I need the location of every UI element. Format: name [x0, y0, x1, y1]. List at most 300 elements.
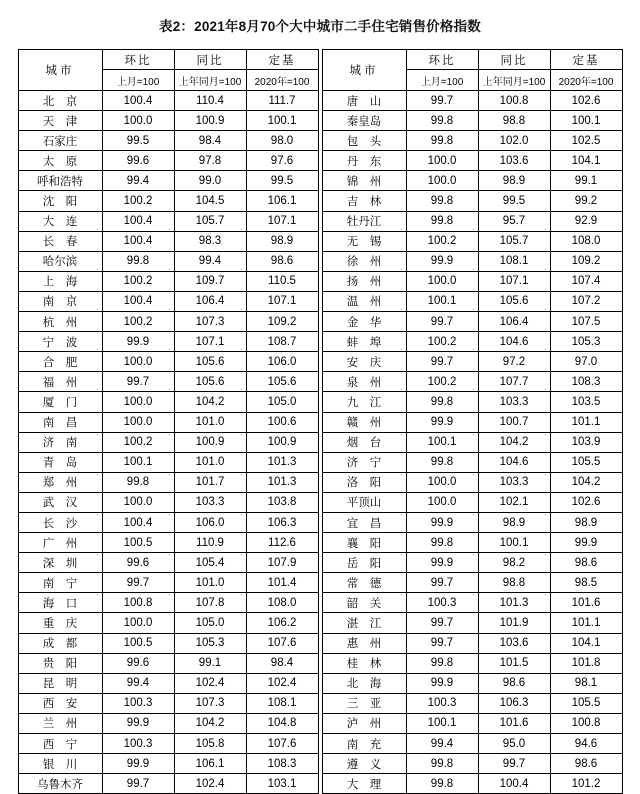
city-name-left: 天 津 [18, 111, 102, 131]
mom-value-right: 100.1 [406, 291, 478, 311]
base-value-right: 101.8 [550, 653, 622, 673]
yoy-value-left: 102.4 [174, 774, 246, 794]
city-name-right: 金 华 [322, 312, 406, 332]
base-value-left: 105.6 [246, 372, 318, 392]
yoy-value-right: 107.7 [478, 372, 550, 392]
table-row [18, 693, 622, 713]
yoy-value-left: 105.0 [174, 613, 246, 633]
city-name-right: 泸 州 [322, 713, 406, 733]
table-row [18, 291, 622, 311]
table-row [18, 653, 622, 673]
city-name-left: 青 岛 [18, 452, 102, 472]
yoy-value-left: 101.7 [174, 472, 246, 492]
yoy-value-left: 106.1 [174, 754, 246, 774]
mom-value-left: 100.0 [102, 613, 174, 633]
yoy-value-right: 98.8 [478, 111, 550, 131]
yoy-value-left: 110.4 [174, 91, 246, 111]
city-name-left: 宁 波 [18, 332, 102, 352]
mom-value-left: 99.9 [102, 713, 174, 733]
mom-value-right: 99.8 [406, 533, 478, 553]
mom-value-right: 99.8 [406, 131, 478, 151]
base-value-right: 99.1 [550, 171, 622, 191]
yoy-value-left: 105.8 [174, 734, 246, 754]
city-name-left: 福 州 [18, 372, 102, 392]
city-name-right: 大 理 [322, 774, 406, 794]
table-row [18, 573, 622, 593]
yoy-value-right: 99.5 [478, 191, 550, 211]
header-mom-right: 环比 [406, 50, 478, 70]
mom-value-left: 100.2 [102, 312, 174, 332]
yoy-value-right: 105.7 [478, 231, 550, 251]
yoy-value-right: 103.6 [478, 151, 550, 171]
base-value-right: 107.5 [550, 312, 622, 332]
table-row [18, 332, 622, 352]
mom-value-right: 99.9 [406, 512, 478, 532]
city-name-left: 长 春 [18, 231, 102, 251]
base-value-left: 106.2 [246, 613, 318, 633]
base-value-right: 99.9 [550, 533, 622, 553]
city-name-right: 三 亚 [322, 693, 406, 713]
base-value-left: 101.3 [246, 472, 318, 492]
city-name-right: 襄 阳 [322, 533, 406, 553]
yoy-value-right: 98.6 [478, 673, 550, 693]
header-base-right: 定基 [550, 50, 622, 70]
yoy-value-left: 105.3 [174, 633, 246, 653]
mom-value-right: 99.8 [406, 774, 478, 794]
price-index-table [18, 49, 623, 794]
base-value-right: 103.5 [550, 392, 622, 412]
table-row [18, 312, 622, 332]
header-mom-sub-left: 上月=100 [102, 70, 174, 91]
base-value-right: 101.2 [550, 774, 622, 794]
city-name-right: 九 江 [322, 392, 406, 412]
base-value-left: 104.8 [246, 713, 318, 733]
header-base-sub-left: 2020年=100 [246, 70, 318, 91]
city-name-left: 深 圳 [18, 553, 102, 573]
table-row [18, 593, 622, 613]
yoy-value-right: 102.1 [478, 492, 550, 512]
base-value-right: 105.3 [550, 332, 622, 352]
mom-value-left: 100.0 [102, 412, 174, 432]
base-value-left: 107.6 [246, 734, 318, 754]
table-row [18, 713, 622, 733]
base-value-right: 109.2 [550, 251, 622, 271]
mom-value-right: 100.0 [406, 171, 478, 191]
mom-value-left: 99.9 [102, 332, 174, 352]
mom-value-left: 100.0 [102, 392, 174, 412]
header-yoy-left: 同比 [174, 50, 246, 70]
yoy-value-right: 104.6 [478, 332, 550, 352]
mom-value-left: 100.0 [102, 492, 174, 512]
mom-value-right: 99.8 [406, 191, 478, 211]
mom-value-left: 99.7 [102, 774, 174, 794]
base-value-left: 105.0 [246, 392, 318, 412]
table-row [18, 392, 622, 412]
base-value-left: 103.8 [246, 492, 318, 512]
header-yoy-sub-right: 上年同月=100 [478, 70, 550, 91]
city-name-right: 包 头 [322, 131, 406, 151]
city-name-right: 洛 阳 [322, 472, 406, 492]
base-value-right: 108.0 [550, 231, 622, 251]
city-name-right: 温 州 [322, 291, 406, 311]
mom-value-right: 99.7 [406, 352, 478, 372]
city-name-right: 平顶山 [322, 492, 406, 512]
city-name-left: 杭 州 [18, 312, 102, 332]
header-city-left: 城市 [18, 50, 102, 91]
yoy-value-right: 107.1 [478, 271, 550, 291]
base-value-right: 105.5 [550, 452, 622, 472]
mom-value-left: 99.9 [102, 754, 174, 774]
city-name-left: 南 宁 [18, 573, 102, 593]
base-value-right: 98.5 [550, 573, 622, 593]
yoy-value-left: 107.3 [174, 312, 246, 332]
table-body [18, 91, 622, 794]
yoy-value-left: 107.3 [174, 693, 246, 713]
base-value-left: 110.5 [246, 271, 318, 291]
mom-value-left: 99.4 [102, 673, 174, 693]
table-row [18, 171, 622, 191]
mom-value-left: 100.4 [102, 291, 174, 311]
mom-value-right: 99.9 [406, 673, 478, 693]
mom-value-right: 100.0 [406, 271, 478, 291]
table-row [18, 613, 622, 633]
base-value-left: 108.3 [246, 754, 318, 774]
city-name-right: 湛 江 [322, 613, 406, 633]
city-name-left: 乌鲁木齐 [18, 774, 102, 794]
city-name-right: 岳 阳 [322, 553, 406, 573]
base-value-right: 99.2 [550, 191, 622, 211]
base-value-right: 102.6 [550, 91, 622, 111]
city-name-left: 南 京 [18, 291, 102, 311]
yoy-value-left: 101.0 [174, 452, 246, 472]
yoy-value-right: 106.3 [478, 693, 550, 713]
base-value-left: 107.6 [246, 633, 318, 653]
header-yoy-right: 同比 [478, 50, 550, 70]
base-value-right: 94.6 [550, 734, 622, 754]
yoy-value-left: 101.0 [174, 412, 246, 432]
base-value-left: 106.1 [246, 191, 318, 211]
base-value-left: 100.6 [246, 412, 318, 432]
base-value-right: 104.2 [550, 472, 622, 492]
city-name-left: 海 口 [18, 593, 102, 613]
yoy-value-left: 106.0 [174, 512, 246, 532]
column-gap [318, 70, 322, 91]
yoy-value-left: 102.4 [174, 673, 246, 693]
header-base-left: 定基 [246, 50, 318, 70]
city-name-left: 成 都 [18, 633, 102, 653]
base-value-right: 98.9 [550, 512, 622, 532]
city-name-right: 安 庆 [322, 352, 406, 372]
yoy-value-left: 104.5 [174, 191, 246, 211]
city-name-left: 西 安 [18, 693, 102, 713]
mom-value-right: 100.2 [406, 231, 478, 251]
mom-value-right: 99.7 [406, 573, 478, 593]
mom-value-left: 100.4 [102, 91, 174, 111]
table-row [18, 151, 622, 171]
city-name-right: 遵 义 [322, 754, 406, 774]
yoy-value-left: 100.9 [174, 432, 246, 452]
city-name-right: 韶 关 [322, 593, 406, 613]
mom-value-right: 99.7 [406, 613, 478, 633]
city-name-right: 唐 山 [322, 91, 406, 111]
mom-value-left: 99.4 [102, 171, 174, 191]
base-value-left: 99.5 [246, 171, 318, 191]
base-value-left: 112.6 [246, 533, 318, 553]
city-name-left: 南 昌 [18, 412, 102, 432]
yoy-value-right: 97.2 [478, 352, 550, 372]
table-row [18, 492, 622, 512]
yoy-value-left: 110.9 [174, 533, 246, 553]
base-value-left: 103.1 [246, 774, 318, 794]
yoy-value-left: 107.8 [174, 593, 246, 613]
city-name-left: 太 原 [18, 151, 102, 171]
city-name-right: 吉 林 [322, 191, 406, 211]
base-value-left: 100.9 [246, 432, 318, 452]
yoy-value-right: 103.3 [478, 392, 550, 412]
base-value-left: 102.4 [246, 673, 318, 693]
city-name-left: 北 京 [18, 91, 102, 111]
mom-value-left: 100.4 [102, 211, 174, 231]
mom-value-right: 99.8 [406, 452, 478, 472]
city-name-left: 哈尔滨 [18, 251, 102, 271]
base-value-left: 108.7 [246, 332, 318, 352]
yoy-value-right: 101.6 [478, 713, 550, 733]
mom-value-left: 99.5 [102, 131, 174, 151]
mom-value-left: 99.8 [102, 251, 174, 271]
table-row [18, 754, 622, 774]
mom-value-left: 99.7 [102, 372, 174, 392]
city-name-right: 扬 州 [322, 271, 406, 291]
city-name-right: 秦皇岛 [322, 111, 406, 131]
base-value-right: 102.6 [550, 492, 622, 512]
yoy-value-left: 99.4 [174, 251, 246, 271]
mom-value-right: 100.1 [406, 713, 478, 733]
base-value-right: 98.1 [550, 673, 622, 693]
city-name-left: 呼和浩特 [18, 171, 102, 191]
yoy-value-left: 97.8 [174, 151, 246, 171]
mom-value-right: 100.0 [406, 472, 478, 492]
base-value-right: 100.8 [550, 713, 622, 733]
base-value-right: 108.3 [550, 372, 622, 392]
yoy-value-right: 104.6 [478, 452, 550, 472]
city-name-left: 长 沙 [18, 512, 102, 532]
base-value-left: 98.6 [246, 251, 318, 271]
yoy-value-right: 98.2 [478, 553, 550, 573]
yoy-value-right: 104.2 [478, 432, 550, 452]
yoy-value-right: 98.9 [478, 171, 550, 191]
yoy-value-left: 99.0 [174, 171, 246, 191]
base-value-left: 98.0 [246, 131, 318, 151]
yoy-value-right: 100.4 [478, 774, 550, 794]
base-value-right: 101.1 [550, 613, 622, 633]
header-mom-left: 环比 [102, 50, 174, 70]
city-name-right: 丹 东 [322, 151, 406, 171]
mom-value-right: 100.2 [406, 372, 478, 392]
yoy-value-left: 99.1 [174, 653, 246, 673]
city-name-left: 郑 州 [18, 472, 102, 492]
base-value-left: 108.1 [246, 693, 318, 713]
mom-value-right: 99.9 [406, 251, 478, 271]
mom-value-left: 99.8 [102, 472, 174, 492]
table-row [18, 352, 622, 372]
mom-value-right: 100.3 [406, 593, 478, 613]
mom-value-right: 99.9 [406, 553, 478, 573]
yoy-value-left: 101.0 [174, 573, 246, 593]
mom-value-right: 99.7 [406, 312, 478, 332]
table-row [18, 131, 622, 151]
yoy-value-left: 107.1 [174, 332, 246, 352]
yoy-value-right: 103.6 [478, 633, 550, 653]
yoy-value-left: 109.7 [174, 271, 246, 291]
mom-value-left: 100.5 [102, 533, 174, 553]
table-row [18, 211, 622, 231]
base-value-right: 100.1 [550, 111, 622, 131]
header-mom-sub-right: 上月=100 [406, 70, 478, 91]
mom-value-right: 100.2 [406, 332, 478, 352]
mom-value-left: 99.6 [102, 553, 174, 573]
table-row [18, 553, 622, 573]
table-row [18, 512, 622, 532]
mom-value-right: 100.0 [406, 151, 478, 171]
mom-value-right: 99.8 [406, 653, 478, 673]
base-value-right: 98.6 [550, 553, 622, 573]
table-row [18, 191, 622, 211]
yoy-value-left: 103.3 [174, 492, 246, 512]
base-value-right: 97.0 [550, 352, 622, 372]
base-value-left: 100.1 [246, 111, 318, 131]
city-name-left: 兰 州 [18, 713, 102, 733]
city-name-left: 大 连 [18, 211, 102, 231]
base-value-left: 107.9 [246, 553, 318, 573]
base-value-left: 107.1 [246, 291, 318, 311]
yoy-value-left: 98.3 [174, 231, 246, 251]
base-value-right: 92.9 [550, 211, 622, 231]
yoy-value-right: 95.7 [478, 211, 550, 231]
base-value-right: 107.2 [550, 291, 622, 311]
base-value-right: 98.6 [550, 754, 622, 774]
table-row [18, 412, 622, 432]
base-value-right: 104.1 [550, 151, 622, 171]
table-row [18, 452, 622, 472]
mom-value-right: 99.8 [406, 754, 478, 774]
yoy-value-right: 101.3 [478, 593, 550, 613]
base-value-left: 106.0 [246, 352, 318, 372]
mom-value-right: 100.3 [406, 693, 478, 713]
city-name-left: 沈 阳 [18, 191, 102, 211]
table-row [18, 673, 622, 693]
yoy-value-right: 100.1 [478, 533, 550, 553]
mom-value-left: 100.2 [102, 432, 174, 452]
mom-value-left: 100.4 [102, 512, 174, 532]
city-name-left: 昆 明 [18, 673, 102, 693]
base-value-left: 101.4 [246, 573, 318, 593]
mom-value-left: 100.2 [102, 271, 174, 291]
base-value-left: 109.2 [246, 312, 318, 332]
table-row [18, 432, 622, 452]
yoy-value-right: 95.0 [478, 734, 550, 754]
mom-value-right: 99.7 [406, 633, 478, 653]
city-name-right: 牡丹江 [322, 211, 406, 231]
city-name-left: 广 州 [18, 533, 102, 553]
base-value-left: 97.6 [246, 151, 318, 171]
mom-value-left: 100.1 [102, 452, 174, 472]
base-value-right: 105.5 [550, 693, 622, 713]
yoy-value-right: 99.7 [478, 754, 550, 774]
yoy-value-left: 98.4 [174, 131, 246, 151]
yoy-value-right: 101.5 [478, 653, 550, 673]
yoy-value-left: 105.7 [174, 211, 246, 231]
yoy-value-right: 101.9 [478, 613, 550, 633]
table-row [18, 271, 622, 291]
base-value-left: 106.3 [246, 512, 318, 532]
yoy-value-right: 98.9 [478, 512, 550, 532]
base-value-right: 102.5 [550, 131, 622, 151]
yoy-value-left: 104.2 [174, 713, 246, 733]
mom-value-right: 99.9 [406, 412, 478, 432]
city-name-right: 泉 州 [322, 372, 406, 392]
base-value-right: 103.9 [550, 432, 622, 452]
yoy-value-right: 106.4 [478, 312, 550, 332]
base-value-left: 98.4 [246, 653, 318, 673]
header-city-right: 城市 [322, 50, 406, 91]
base-value-right: 101.6 [550, 593, 622, 613]
base-value-left: 101.3 [246, 452, 318, 472]
table-row [18, 231, 622, 251]
yoy-value-left: 105.6 [174, 352, 246, 372]
city-name-right: 桂 林 [322, 653, 406, 673]
base-value-right: 104.1 [550, 633, 622, 653]
mom-value-left: 100.5 [102, 633, 174, 653]
city-name-right: 南 充 [322, 734, 406, 754]
yoy-value-right: 98.8 [478, 573, 550, 593]
yoy-value-right: 105.6 [478, 291, 550, 311]
city-name-right: 烟 台 [322, 432, 406, 452]
table-row [18, 533, 622, 553]
base-value-right: 107.4 [550, 271, 622, 291]
city-name-left: 石家庄 [18, 131, 102, 151]
mom-value-left: 99.7 [102, 573, 174, 593]
yoy-value-left: 105.4 [174, 553, 246, 573]
table-row [18, 111, 622, 131]
mom-value-right: 99.4 [406, 734, 478, 754]
mom-value-left: 99.6 [102, 653, 174, 673]
city-name-left: 贵 阳 [18, 653, 102, 673]
page-title: 表2：2021年8月70个大中城市二手住宅销售价格指数 [159, 19, 481, 34]
table-row [18, 472, 622, 492]
city-name-right: 北 海 [322, 673, 406, 693]
mom-value-left: 100.0 [102, 352, 174, 372]
base-value-right: 101.1 [550, 412, 622, 432]
city-name-right: 赣 州 [322, 412, 406, 432]
table-row [18, 91, 622, 111]
yoy-value-right: 103.3 [478, 472, 550, 492]
city-name-right: 蚌 埠 [322, 332, 406, 352]
city-name-left: 合 肥 [18, 352, 102, 372]
city-name-left: 银 川 [18, 754, 102, 774]
yoy-value-right: 102.0 [478, 131, 550, 151]
yoy-value-left: 104.2 [174, 392, 246, 412]
city-name-left: 厦 门 [18, 392, 102, 412]
table-row [18, 633, 622, 653]
yoy-value-right: 100.7 [478, 412, 550, 432]
mom-value-left: 100.3 [102, 734, 174, 754]
yoy-value-left: 100.9 [174, 111, 246, 131]
yoy-value-left: 106.4 [174, 291, 246, 311]
yoy-value-right: 108.1 [478, 251, 550, 271]
city-name-left: 西 宁 [18, 734, 102, 754]
city-name-left: 重 庆 [18, 613, 102, 633]
mom-value-left: 99.6 [102, 151, 174, 171]
